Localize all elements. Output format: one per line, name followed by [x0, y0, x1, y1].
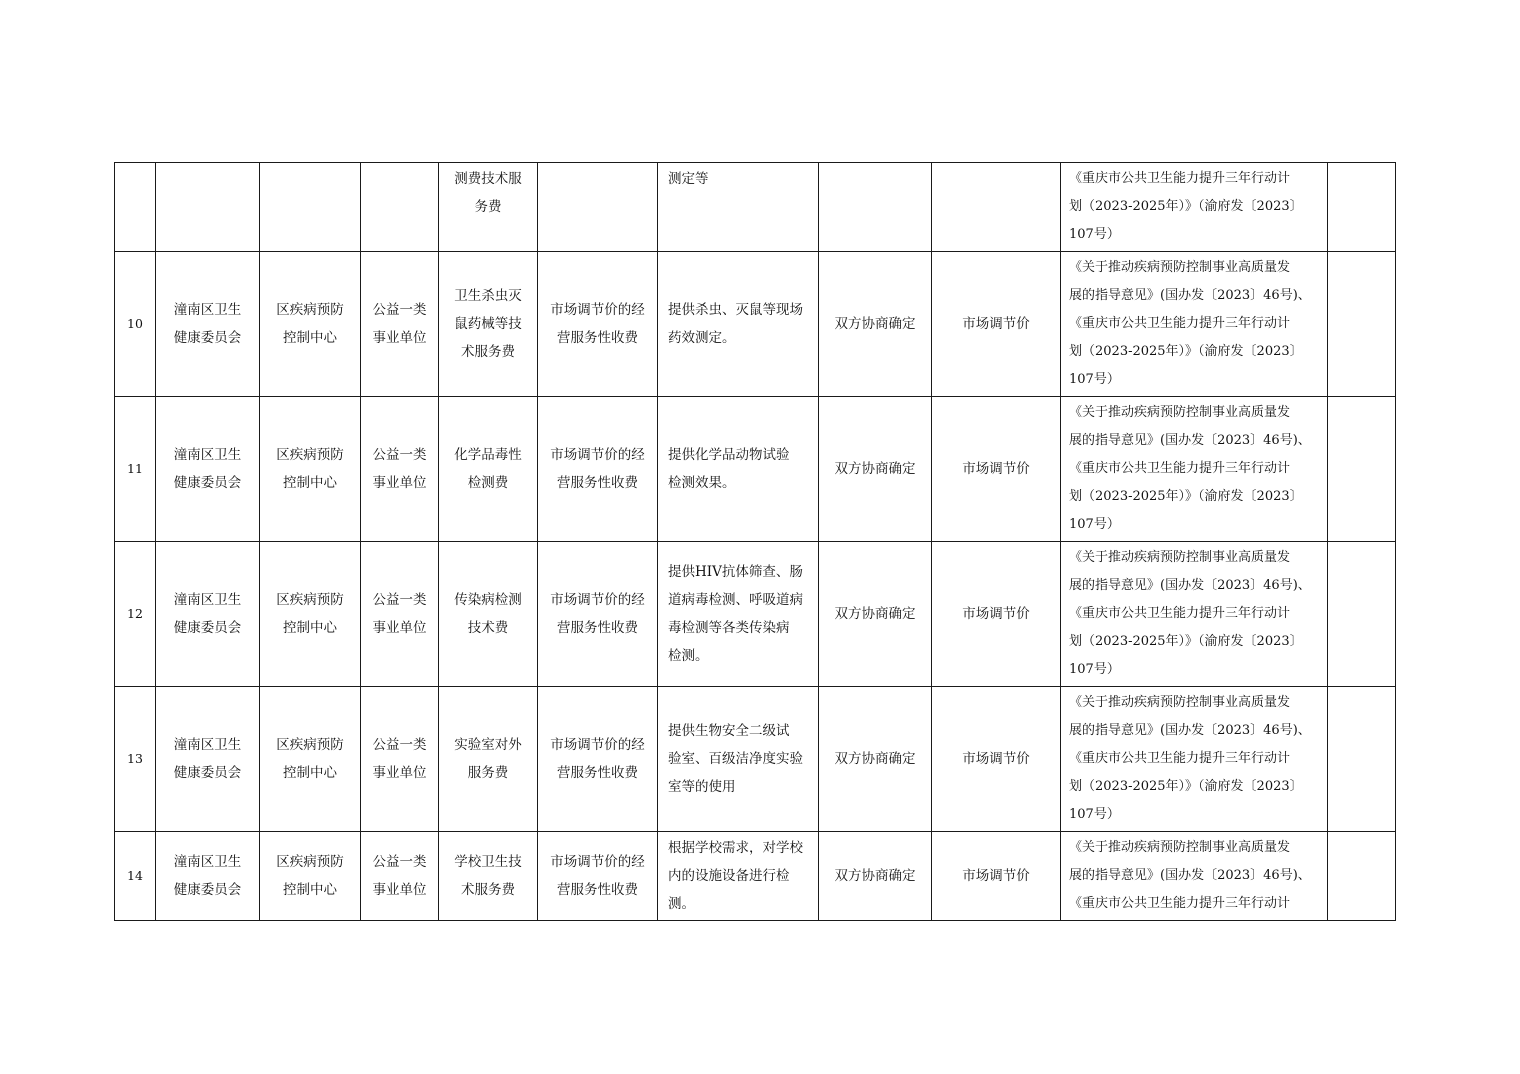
- dept-cell: [156, 163, 260, 252]
- standard-cell: 双方协商确定: [819, 832, 932, 921]
- standard-cell: 双方协商确定: [819, 687, 932, 832]
- fee-nature-cell: [538, 397, 658, 542]
- unit-type-line: 公益一类: [372, 447, 427, 463]
- unit-type-line: 事业单位: [372, 475, 427, 491]
- service-content-line: 道病毒检测、呼吸道病: [668, 592, 803, 608]
- index-cell: 11: [115, 397, 156, 542]
- unit-cell: [260, 542, 361, 687]
- policy-basis-cell: [1061, 832, 1328, 921]
- policy-basis-line: 展的指导意见》(国办发〔2023〕46号)、: [1069, 868, 1311, 883]
- policy-basis-line: 划（2023-2025年）》（渝府发〔2023〕: [1069, 199, 1303, 214]
- item-name-line: 化学品毒性: [454, 447, 522, 463]
- policy-basis-line: 划（2023-2025年）》（渝府发〔2023〕: [1069, 779, 1303, 794]
- unit-line: 区疾病预防: [276, 854, 344, 870]
- unit-type-line: 事业单位: [372, 330, 427, 346]
- fee-nature-line: 营服务性收费: [557, 475, 638, 491]
- policy-basis-line: 107号）: [1069, 372, 1120, 387]
- unit-type-cell: [361, 163, 439, 252]
- service-content-cell: [658, 397, 819, 542]
- service-content-cell: [658, 687, 819, 832]
- fee-nature-cell: [538, 542, 658, 687]
- dept-cell: [156, 252, 260, 397]
- remark-cell: [1328, 832, 1396, 921]
- unit-type-cell: [361, 397, 439, 542]
- unit-line: 控制中心: [283, 882, 337, 898]
- index-cell: 12: [115, 542, 156, 687]
- policy-basis-cell: [1061, 542, 1328, 687]
- dept-cell: [156, 687, 260, 832]
- dept-line: 健康委员会: [173, 330, 242, 346]
- unit-cell: [260, 163, 361, 252]
- fee-nature-line: 营服务性收费: [557, 620, 638, 636]
- policy-basis-line: 《关于推动疾病预防控制事业高质量发: [1069, 840, 1291, 855]
- service-content-cell: [658, 542, 819, 687]
- policy-basis-line: 107号）: [1069, 662, 1120, 677]
- unit-cell: [260, 687, 361, 832]
- item-name-line: 服务费: [467, 765, 509, 781]
- remark-cell: [1328, 252, 1396, 397]
- unit-line: 控制中心: [283, 620, 337, 636]
- unit-line: 区疾病预防: [276, 592, 344, 608]
- unit-type-line: 事业单位: [372, 620, 427, 636]
- unit-cell: [260, 832, 361, 921]
- policy-basis-line: 《关于推动疾病预防控制事业高质量发: [1069, 550, 1291, 565]
- dept-line: 潼南区卫生: [173, 302, 242, 318]
- index-cell: [115, 163, 156, 252]
- policy-basis-cell: [1061, 252, 1328, 397]
- fee-nature-line: 营服务性收费: [557, 330, 638, 346]
- item-name-line: 鼠药械等技: [454, 316, 522, 332]
- fee-nature-line: 市场调节价的经: [550, 302, 645, 318]
- index-cell: 13: [115, 687, 156, 832]
- service-content-line: 内的设施设备进行检: [668, 868, 790, 884]
- service-content-cell: [658, 252, 819, 397]
- unit-cell: [260, 397, 361, 542]
- dept-line: 潼南区卫生: [173, 447, 242, 463]
- item-name-line: 测费技术服: [454, 171, 522, 187]
- item-name-line: 传染病检测: [454, 592, 522, 608]
- service-content-line: 药效测定。: [668, 330, 736, 346]
- policy-basis-line: 划（2023-2025年）》（渝府发〔2023〕: [1069, 344, 1303, 359]
- unit-type-line: 事业单位: [372, 882, 427, 898]
- service-content-cell: [658, 832, 819, 921]
- policy-basis-cell: [1061, 397, 1328, 542]
- policy-basis-line: 107号）: [1069, 807, 1120, 822]
- policy-basis-line: 划（2023-2025年）》（渝府发〔2023〕: [1069, 489, 1303, 504]
- unit-type-line: 公益一类: [372, 592, 427, 608]
- dept-cell: [156, 832, 260, 921]
- unit-line: 区疾病预防: [276, 302, 344, 318]
- remark-cell: [1328, 542, 1396, 687]
- standard-cell: 双方协商确定: [819, 542, 932, 687]
- table-row: [115, 832, 1396, 921]
- fee-nature-line: 市场调节价的经: [550, 854, 645, 870]
- service-content-line: 检测效果。: [668, 475, 736, 491]
- service-content-line: 提供化学品动物试验: [668, 447, 790, 463]
- pricing-cell: [932, 163, 1061, 252]
- unit-line: 控制中心: [283, 475, 337, 491]
- standard-cell: [819, 163, 932, 252]
- table-row: [115, 397, 1396, 542]
- policy-basis-cell: [1061, 687, 1328, 832]
- unit-line: 控制中心: [283, 330, 337, 346]
- unit-line: 区疾病预防: [276, 447, 344, 463]
- item-name-line: 卫生杀虫灭: [454, 288, 522, 304]
- unit-type-line: 公益一类: [372, 302, 427, 318]
- pricing-cell: 市场调节价: [932, 687, 1061, 832]
- policy-basis-line: 展的指导意见》(国办发〔2023〕46号)、: [1069, 288, 1311, 303]
- item-name-line: 技术费: [467, 620, 509, 636]
- policy-basis-line: 《关于推动疾病预防控制事业高质量发: [1069, 260, 1291, 275]
- policy-basis-line: 展的指导意见》(国办发〔2023〕46号)、: [1069, 433, 1311, 448]
- dept-line: 健康委员会: [173, 620, 242, 636]
- dept-cell: [156, 542, 260, 687]
- fee-nature-cell: [538, 252, 658, 397]
- unit-type-cell: [361, 687, 439, 832]
- item-name-cell: [439, 832, 538, 921]
- policy-basis-line: 《重庆市公共卫生能力提升三年行动计: [1069, 896, 1291, 911]
- dept-line: 潼南区卫生: [173, 592, 242, 608]
- table-row: [115, 687, 1396, 832]
- data-rows: [115, 252, 1396, 832]
- service-content-line: 毒检测等各类传染病: [668, 620, 790, 636]
- policy-basis-line: 划（2023-2025年）》（渝府发〔2023〕: [1069, 634, 1303, 649]
- dept-line: 潼南区卫生: [173, 854, 242, 870]
- policy-basis-line: 《重庆市公共卫生能力提升三年行动计: [1069, 606, 1291, 621]
- pricing-cell: 市场调节价: [932, 832, 1061, 921]
- fee-nature-cell: [538, 687, 658, 832]
- policy-basis-line: 展的指导意见》(国办发〔2023〕46号)、: [1069, 578, 1311, 593]
- pricing-cell: 市场调节价: [932, 397, 1061, 542]
- fee-table: [114, 162, 1396, 921]
- dept-line: 健康委员会: [173, 765, 242, 781]
- dept-line: 健康委员会: [173, 475, 242, 491]
- service-content-line: 测定等: [668, 171, 709, 187]
- fee-nature-cell: [538, 163, 658, 252]
- policy-basis-line: 《重庆市公共卫生能力提升三年行动计: [1069, 461, 1291, 476]
- service-content-line: 提供HIV抗体筛查、肠: [668, 564, 803, 580]
- policy-basis-line: 《关于推动疾病预防控制事业高质量发: [1069, 405, 1291, 420]
- service-content-line: 提供杀虫、灭鼠等现场: [668, 302, 803, 318]
- service-content-line: 根据学校需求，对学校: [668, 840, 803, 856]
- item-name-line: 实验室对外: [454, 737, 522, 753]
- item-name-line: 术服务费: [461, 344, 515, 360]
- item-name-line: 术服务费: [461, 882, 515, 898]
- fee-nature-cell: [538, 832, 658, 921]
- service-content-line: 室等的使用: [668, 779, 736, 795]
- item-name-line: 务费: [474, 199, 502, 215]
- policy-basis-line: 《关于推动疾病预防控制事业高质量发: [1069, 695, 1291, 710]
- policy-basis-line: 107号）: [1069, 227, 1120, 242]
- index-cell: 10: [115, 252, 156, 397]
- service-content-line: 检测。: [668, 648, 709, 664]
- unit-type-cell: [361, 832, 439, 921]
- dept-line: 潼南区卫生: [173, 737, 242, 753]
- unit-type-line: 事业单位: [372, 765, 427, 781]
- table-last-part: [115, 832, 1396, 921]
- fee-nature-line: 营服务性收费: [557, 882, 638, 898]
- unit-cell: [260, 252, 361, 397]
- policy-basis-line: 《重庆市公共卫生能力提升三年行动计: [1069, 171, 1291, 186]
- service-content-line: 提供生物安全二级试: [668, 723, 790, 739]
- dept-cell: [156, 397, 260, 542]
- unit-type-cell: [361, 542, 439, 687]
- pricing-cell: 市场调节价: [932, 252, 1061, 397]
- item-name-cell: [439, 163, 538, 252]
- item-name-cell: [439, 252, 538, 397]
- remark-cell: [1328, 397, 1396, 542]
- unit-type-line: 公益一类: [372, 854, 427, 870]
- policy-basis-line: 展的指导意见》(国办发〔2023〕46号)、: [1069, 723, 1311, 738]
- item-name-cell: [439, 397, 538, 542]
- service-content-line: 测。: [668, 896, 695, 912]
- fee-nature-line: 营服务性收费: [557, 765, 638, 781]
- policy-basis-line: 《重庆市公共卫生能力提升三年行动计: [1069, 316, 1291, 331]
- item-name-cell: [439, 542, 538, 687]
- table-row: [115, 163, 1396, 252]
- item-name-line: 检测费: [467, 475, 509, 491]
- unit-type-line: 公益一类: [372, 737, 427, 753]
- dept-line: 健康委员会: [173, 882, 242, 898]
- unit-type-cell: [361, 252, 439, 397]
- service-content-line: 验室、百级洁净度实验: [668, 751, 803, 767]
- unit-line: 控制中心: [283, 765, 337, 781]
- standard-cell: 双方协商确定: [819, 397, 932, 542]
- unit-line: 区疾病预防: [276, 737, 344, 753]
- fee-nature-line: 市场调节价的经: [550, 737, 645, 753]
- item-name-cell: [439, 687, 538, 832]
- pricing-cell: 市场调节价: [932, 542, 1061, 687]
- table-body: [115, 163, 1396, 252]
- item-name-line: 学校卫生技: [454, 854, 522, 870]
- policy-basis-line: 《重庆市公共卫生能力提升三年行动计: [1069, 751, 1291, 766]
- service-content-cell: [658, 163, 819, 252]
- remark-cell: [1328, 687, 1396, 832]
- standard-cell: 双方协商确定: [819, 252, 932, 397]
- fee-nature-line: 市场调节价的经: [550, 447, 645, 463]
- policy-basis-line: 107号）: [1069, 517, 1120, 532]
- remark-cell: [1328, 163, 1396, 252]
- table-row: [115, 542, 1396, 687]
- table-row: [115, 252, 1396, 397]
- fee-nature-line: 市场调节价的经: [550, 592, 645, 608]
- policy-basis-cell: [1061, 163, 1328, 252]
- index-cell: 14: [115, 832, 156, 921]
